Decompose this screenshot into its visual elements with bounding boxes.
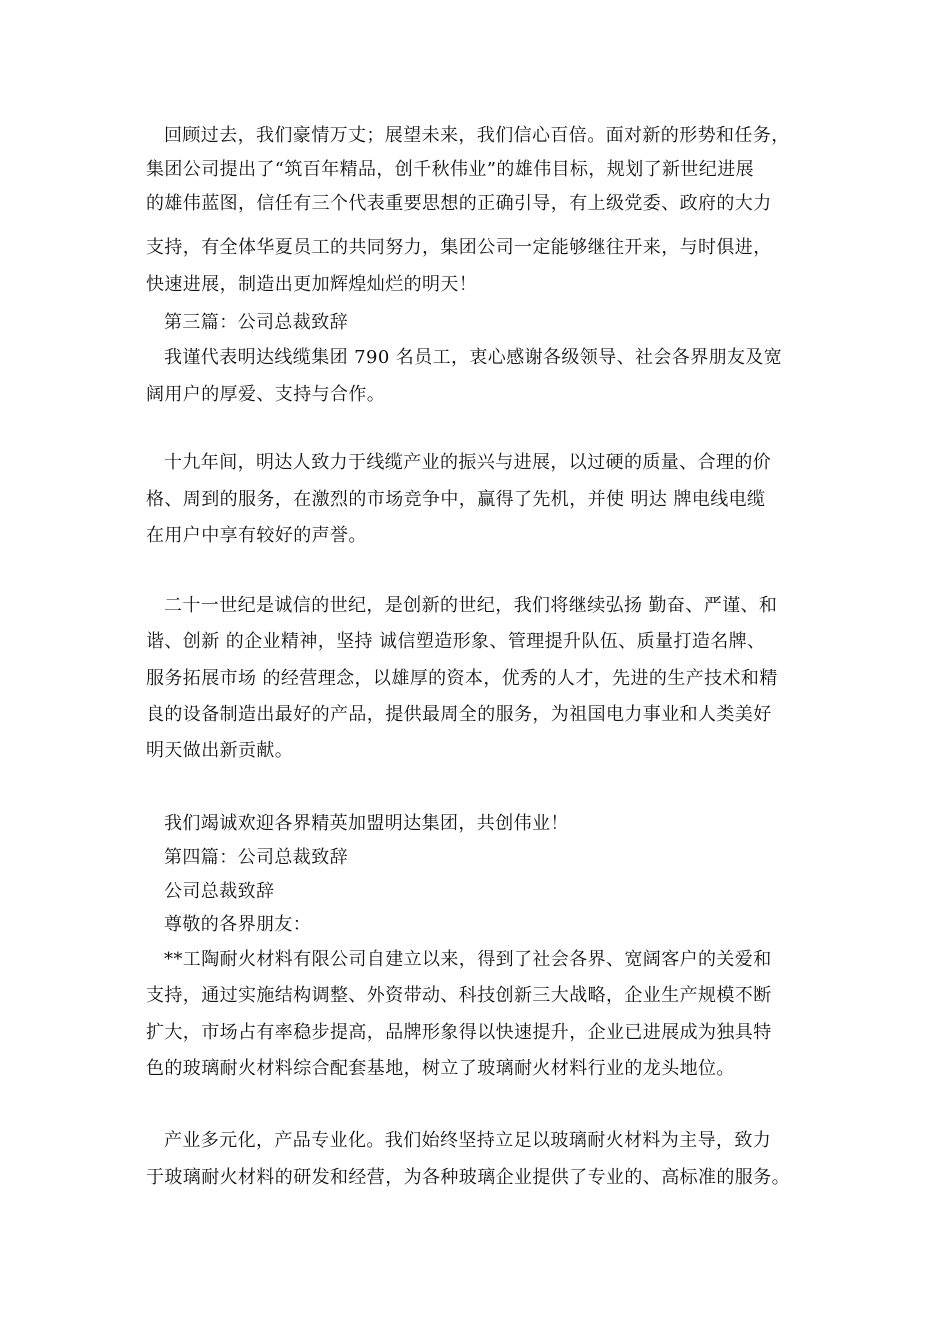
paragraph-line: 在用户中享有较好的声誉。 — [146, 525, 367, 546]
paragraph-line: 产业多元化，产品专业化。我们始终坚持立足以玻璃耐火材料为主导，致力 — [164, 1130, 772, 1151]
paragraph-line: 色的玻璃耐火材料综合配套基地，树立了玻璃耐火材料行业的龙头地位。 — [146, 1058, 735, 1079]
paragraph-line: 我谨代表明达线缆集团 790 名员工，衷心感谢各级领导、社会各界朋友及宽 — [164, 347, 783, 368]
paragraph-line: 明天做出新贡献。 — [146, 740, 294, 761]
section-heading: 第三篇：公司总裁致辞 — [164, 312, 348, 333]
paragraph-line: 的雄伟蓝图，信任有三个代表重要思想的正确引导，有上级党委、政府的大力 — [146, 193, 772, 214]
paragraph-line: 快速进展，制造出更加辉煌灿烂的明天！ — [146, 274, 478, 295]
paragraph-line: 阔用户的厚爱、支持与合作。 — [146, 384, 386, 405]
paragraph-line: 于玻璃耐火材料的研发和经营，为各种玻璃企业提供了专业的、高标准的服务。 — [146, 1167, 790, 1188]
paragraph-line: 回顾过去，我们豪情万丈；展望未来，我们信心百倍。面对新的形势和任务， — [164, 125, 790, 146]
section-heading: 第四篇：公司总裁致辞 — [164, 847, 348, 868]
section-subheading: 公司总裁致辞 — [164, 881, 275, 902]
paragraph-line: 支持，有全体华夏员工的共同努力，集团公司一定能够继往开来，与时俱进， — [146, 237, 772, 258]
paragraph-line: 良的设备制造出最好的产品，提供最周全的服务，为祖国电力事业和人类美好 — [146, 704, 772, 725]
paragraph-line: 扩大，市场占有率稳步提高，品牌形象得以快速提升，企业已进展成为独具特 — [146, 1022, 772, 1043]
paragraph-line: 谐、创新 的企业精神，坚持 诚信塑造形象、管理提升队伍、质量打造名牌、 — [146, 631, 766, 652]
paragraph-line: 服务拓展市场 的经营理念，以雄厚的资本，优秀的人才，先进的生产技术和精 — [146, 668, 778, 689]
paragraph-line: 格、周到的服务，在激烈的市场竞争中，赢得了先机，并使 明达 牌电线电缆 — [146, 489, 766, 510]
paragraph-line: 支持，通过实施结构调整、外资带动、科技创新三大战略，企业生产规模不断 — [146, 985, 772, 1006]
paragraph-line: 集团公司提出了“筑百年精品，创千秋伟业”的雄伟目标，规划了新世纪进展 — [146, 159, 755, 180]
paragraph-line: 我们竭诚欢迎各界精英加盟明达集团，共创伟业！ — [164, 813, 569, 834]
paragraph-line: 十九年间，明达人致力于线缆产业的振兴与进展，以过硬的质量、合理的价 — [164, 452, 772, 473]
paragraph-line: **工陶耐火材料有限公司自建立以来，得到了社会各界、宽阔客户的关爱和 — [164, 949, 772, 970]
salutation: 尊敬的各界朋友： — [164, 914, 312, 935]
paragraph-line: 二十一世纪是诚信的世纪，是创新的世纪，我们将继续弘扬 勤奋、严谨、和 — [164, 595, 778, 616]
